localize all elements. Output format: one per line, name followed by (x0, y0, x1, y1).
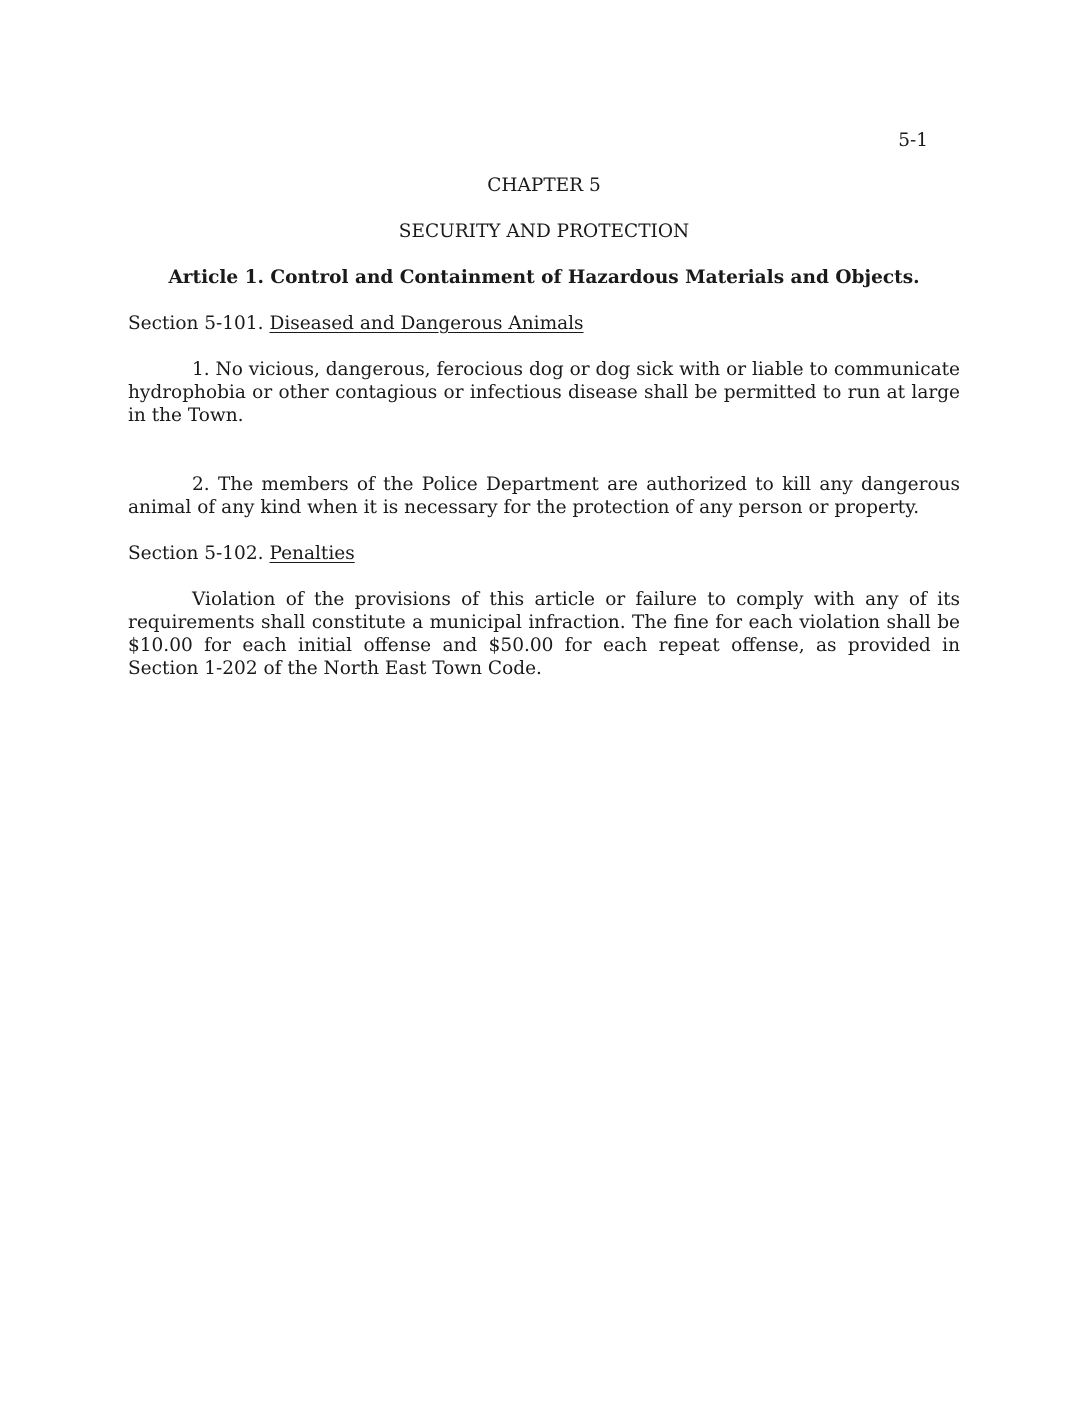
paragraph: Violation of the provisions of this article or failure to comply with any of its requirements shall constitute a municipal infraction. The fine for each violation shall be $10.00 for each initial offense and $50.00 for each repeat offense, as provided in Section 1-202 of the North East Town Code. (128, 589, 960, 679)
paragraph: 1. No vicious, dangerous, ferocious dog or dog sick with or liable to communicate hydrophobia or other contagious or infectious disease shall be permitted to run at large in the Town. (128, 359, 960, 426)
paragraph: 2. The members of the Police Department are authorized to kill any dangerous animal of any kind when it is necessary for the protection of any person or property. (128, 474, 960, 518)
section-heading (128, 542, 960, 566)
section-title: Diseased and Dangerous Animals (269, 313, 584, 334)
section-heading (128, 312, 960, 336)
chapter-heading: CHAPTER 5 (487, 175, 601, 196)
section-number: Section 5-102. (128, 543, 264, 564)
part-title: SECURITY AND PROTECTION (398, 221, 690, 242)
section-title: Penalties (269, 543, 355, 564)
article-title: Article 1. Control and Containment of Hazardous Materials and Objects. (168, 267, 920, 288)
page-number: 5-1 (898, 130, 928, 151)
section-number: Section 5-101. (128, 313, 264, 334)
